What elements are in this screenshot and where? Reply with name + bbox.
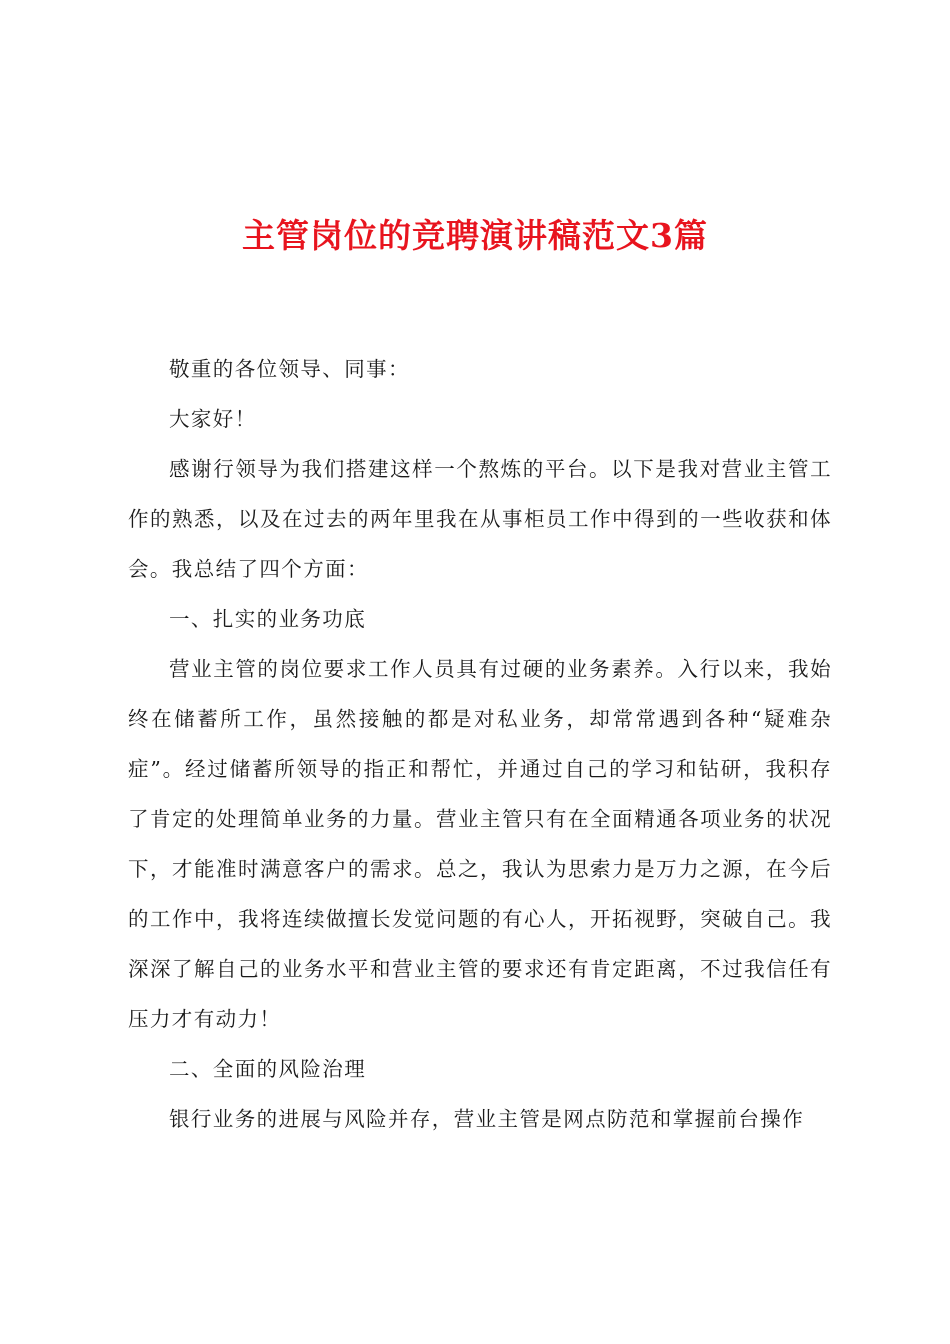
section-paragraph-2: 银行业务的进展与风险并存，营业主管是网点防范和掌握前台操作 — [169, 1107, 805, 1131]
intro-paragraph: 感谢行领导为我们搭建这样一个熬炼的平台。以下是我对营业主管工作的熟悉，以及在过去的两年里我在从事柜员工作中得到的一些收获和体会。我总结了四个方面： — [128, 457, 832, 581]
greeting: 大家好！ — [169, 407, 257, 431]
section-heading-2: 二、全面的风险治理 — [169, 1057, 367, 1081]
section-heading-1: 一、扎实的业务功底 — [169, 607, 367, 631]
document-title: 主管岗位的竞聘演讲稿范文3篇 — [242, 216, 708, 255]
document-body — [128, 344, 832, 1144]
salutation: 敬重的各位领导、同事： — [169, 357, 410, 381]
section-paragraph-1: 营业主管的岗位要求工作人员具有过硬的业务素养。入行以来，我始终在储蓄所工作，虽然接触的都是对私业务，却常常遇到各种“疑难杂症”。经过储蓄所领导的指正和帮忙，并通过自己的学习和钻研，我积存了肯定的处理简单业务的力量。营业主管只有在全面精通各项业务的状况下，才能准时满意客户的需求。总之，我认为思索力是万力之源，在今后的工作中，我将连续做擅长发觉问题的有心人，开拓视野，突破自己。我深深了解自己的业务水平和营业主管的要求还有肯定距离，不过我信任有压力才有动力！ — [128, 657, 832, 1031]
